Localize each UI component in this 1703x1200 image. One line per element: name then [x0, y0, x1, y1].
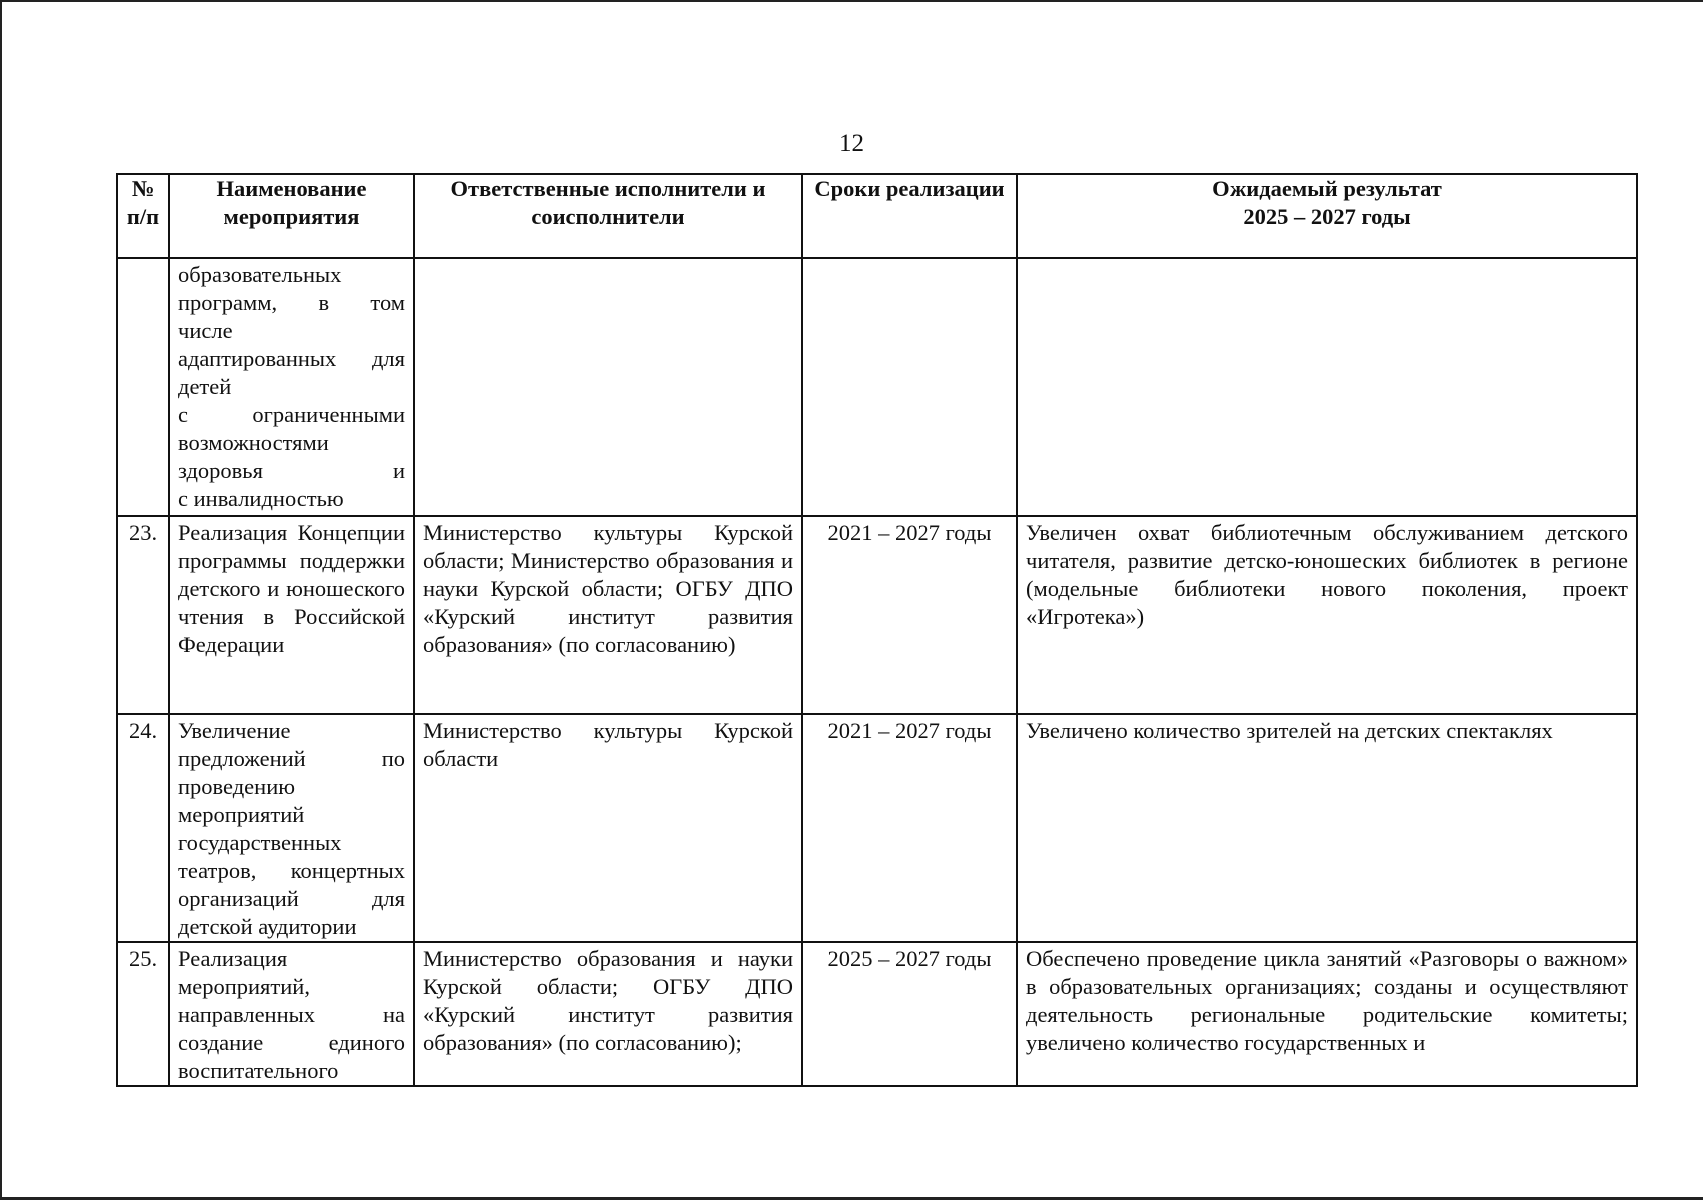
- table-row: [117, 258, 1637, 516]
- row-executors: Министерство культуры Курской области: [414, 714, 802, 942]
- name-line: здоровья и: [178, 458, 405, 483]
- row-name: Реализация мероприятий, направленных на создание единого воспитательного: [169, 942, 414, 1086]
- row-result: [1017, 258, 1637, 516]
- row-terms: 2025 – 2027 годы: [802, 942, 1017, 1086]
- name-line: с ограниченными: [178, 402, 405, 427]
- header-result-years: 2025 – 2027 годы: [1243, 204, 1411, 229]
- name-line: адаптированных для: [178, 346, 405, 371]
- row-executors: Министерство культуры Курской области; Министерство образования и науки Курской области; ОГБУ ДПО «Курский институт развития образования» (по согласованию): [414, 516, 802, 714]
- table-row: [117, 714, 1637, 942]
- row-executors: Министерство образования и науки Курской области; ОГБУ ДПО «Курский институт развития образования» (по согласованию);: [414, 942, 802, 1086]
- name-line: с инвалидностью: [178, 486, 344, 511]
- row-num: [117, 258, 169, 516]
- header-executors: Ответственные исполнители и соисполнители: [414, 174, 802, 258]
- action-plan-table: [116, 173, 1638, 1087]
- row-num: 24.: [117, 714, 169, 942]
- name-line: программ, в том: [178, 290, 405, 315]
- name-line: числе: [178, 318, 233, 343]
- row-terms: [802, 258, 1017, 516]
- name-line: детей: [178, 374, 232, 399]
- row-terms: 2021 – 2027 годы: [802, 516, 1017, 714]
- row-name: Увеличение предложений по проведению мероприятий государственных театров, концертных организаций для детской аудитории: [169, 714, 414, 942]
- header-result: [1017, 174, 1637, 258]
- row-name: [169, 258, 414, 516]
- table-row: [117, 942, 1637, 1086]
- row-executors: [414, 258, 802, 516]
- row-result: Обеспечено проведение цикла занятий «Разговоры о важном» в образовательных организациях; созданы и осуществляют деятельность региональные родительские комитеты; увеличено количество государственных и: [1017, 942, 1637, 1086]
- header-result-title: Ожидаемый результат: [1212, 176, 1442, 201]
- scan-edge-top: [0, 0, 1703, 2]
- table-row: [117, 516, 1637, 714]
- row-terms: 2021 – 2027 годы: [802, 714, 1017, 942]
- row-name: Реализация Концепции программы поддержки детского и юношеского чтения в Российской Федерации: [169, 516, 414, 714]
- name-line: возможностями: [178, 430, 329, 455]
- row-result: Увеличено количество зрителей на детских спектаклях: [1017, 714, 1637, 942]
- page-number: 12: [839, 130, 864, 157]
- row-num: 25.: [117, 942, 169, 1086]
- name-line: образовательных: [178, 262, 342, 287]
- header-name: Наименование мероприятия: [169, 174, 414, 258]
- row-result: Увеличен охват библиотечным обслуживанием детского читателя, развитие детско-юношеских библиотек в регионе (модельные библиотеки нового поколения, проект «Игротека»): [1017, 516, 1637, 714]
- scan-edge-left: [0, 0, 2, 1200]
- header-num: № п/п: [117, 174, 169, 258]
- table-header-row: [117, 174, 1637, 258]
- header-terms: Сроки реализации: [802, 174, 1017, 258]
- row-num: 23.: [117, 516, 169, 714]
